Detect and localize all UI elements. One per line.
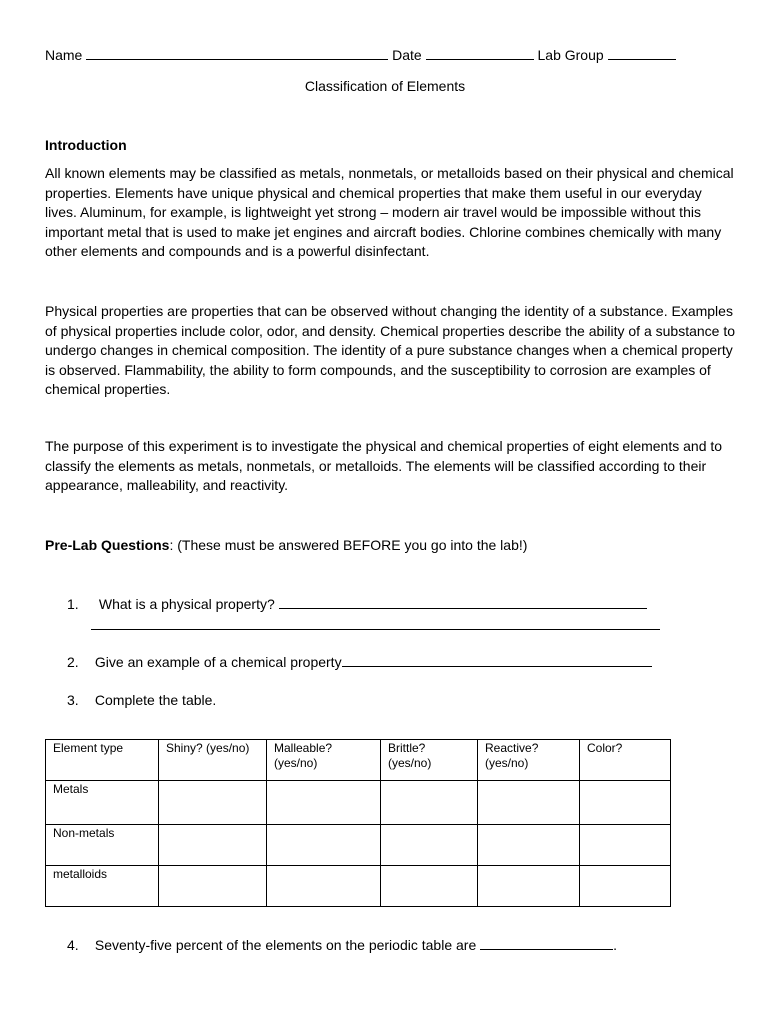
header-shiny: Shiny? (yes/no) xyxy=(159,740,267,781)
row-label-metals: Metals xyxy=(46,781,159,825)
question-text: Give an example of a chemical property xyxy=(94,654,342,670)
table-row xyxy=(46,781,671,825)
answer-blank-line-2[interactable] xyxy=(91,629,660,630)
question-1 xyxy=(67,595,647,613)
table-cell[interactable] xyxy=(159,781,267,825)
question-number: 4. xyxy=(67,937,79,953)
question-3 xyxy=(67,691,216,709)
table-cell[interactable] xyxy=(267,866,381,907)
table-cell[interactable] xyxy=(159,825,267,866)
header-malleable: Malleable? (yes/no) xyxy=(267,740,381,781)
table-cell[interactable] xyxy=(381,781,478,825)
question-number: 3. xyxy=(67,692,79,708)
question-number: 1. xyxy=(67,596,79,612)
date-label: Date xyxy=(392,47,422,63)
table-cell[interactable] xyxy=(381,825,478,866)
name-blank[interactable] xyxy=(86,46,388,60)
question-text: Complete the table. xyxy=(94,692,217,708)
table-cell[interactable] xyxy=(580,781,671,825)
prelab-heading xyxy=(45,536,527,554)
table-cell[interactable] xyxy=(478,781,580,825)
table-cell[interactable] xyxy=(580,825,671,866)
classification-table xyxy=(45,739,671,907)
intro-paragraph-1: All known elements may be classified as metals, nonmetals, or metalloids based on their physical and chemical properties. Elements have unique physical and chemical properties that make them useful in our everyday lives. Aluminum, for example, is lightweight yet strong – modern air travel would be impossible without this important metal that is used to make jet engines and aircraft bodies. Chlorine combines chemically with many other elements and compounds and is a powerful disinfectant. xyxy=(45,165,734,259)
answer-blank[interactable] xyxy=(279,595,647,609)
intro-paragraph-2: Physical properties are properties that can be observed without changing the identity of a substance. Examples of physical properties include color, odor, and density. Chemical properties describe the ability of a substance to undergo changes in chemical composition. The identity of a pure substance changes when a chemical property is observed. Flammability, the ability to form compounds, and the susceptibility to corrosion are examples of chemical properties. xyxy=(45,303,736,397)
document-title: Classification of Elements xyxy=(304,78,466,94)
prelab-note: : (These must be answered BEFORE you go into the lab!) xyxy=(169,537,528,553)
prelab-label: Pre-Lab Questions xyxy=(45,537,170,553)
row-label-non-metals: Non-metals xyxy=(46,825,159,866)
table-cell[interactable] xyxy=(478,825,580,866)
question-suffix: . xyxy=(613,937,618,953)
question-4 xyxy=(67,936,617,954)
lab-group-blank[interactable] xyxy=(608,46,676,60)
lab-group-label: Lab Group xyxy=(537,47,604,63)
answer-blank[interactable] xyxy=(480,936,613,950)
intro-paragraph-3: The purpose of this experiment is to investigate the physical and chemical properties of eight elements and to classify the elements as metals, nonmetals, or metalloids. The elements will be classified according to their appearance, malleability, and reactivity. xyxy=(45,438,723,493)
question-2 xyxy=(67,653,652,671)
table-cell[interactable] xyxy=(478,866,580,907)
date-blank[interactable] xyxy=(426,46,534,60)
question-text: What is a physical property? xyxy=(98,596,275,612)
table-header-row xyxy=(46,740,671,781)
header-element-type: Element type xyxy=(46,740,159,781)
table-cell[interactable] xyxy=(267,781,381,825)
table-row xyxy=(46,825,671,866)
question-text: Seventy-five percent of the elements on the periodic table are xyxy=(94,937,477,953)
table-cell[interactable] xyxy=(267,825,381,866)
header-color: Color? xyxy=(580,740,671,781)
table-row xyxy=(46,866,671,907)
header-brittle: Brittle? (yes/no) xyxy=(381,740,478,781)
table-cell[interactable] xyxy=(381,866,478,907)
table-cell[interactable] xyxy=(159,866,267,907)
header-reactive: Reactive? (yes/no) xyxy=(478,740,580,781)
row-label-metalloids: metalloids xyxy=(46,866,159,907)
question-number: 2. xyxy=(67,654,79,670)
name-label: Name xyxy=(45,47,83,63)
answer-blank[interactable] xyxy=(342,653,652,667)
header-fields xyxy=(45,46,676,64)
introduction-heading: Introduction xyxy=(45,137,127,153)
table-cell[interactable] xyxy=(580,866,671,907)
